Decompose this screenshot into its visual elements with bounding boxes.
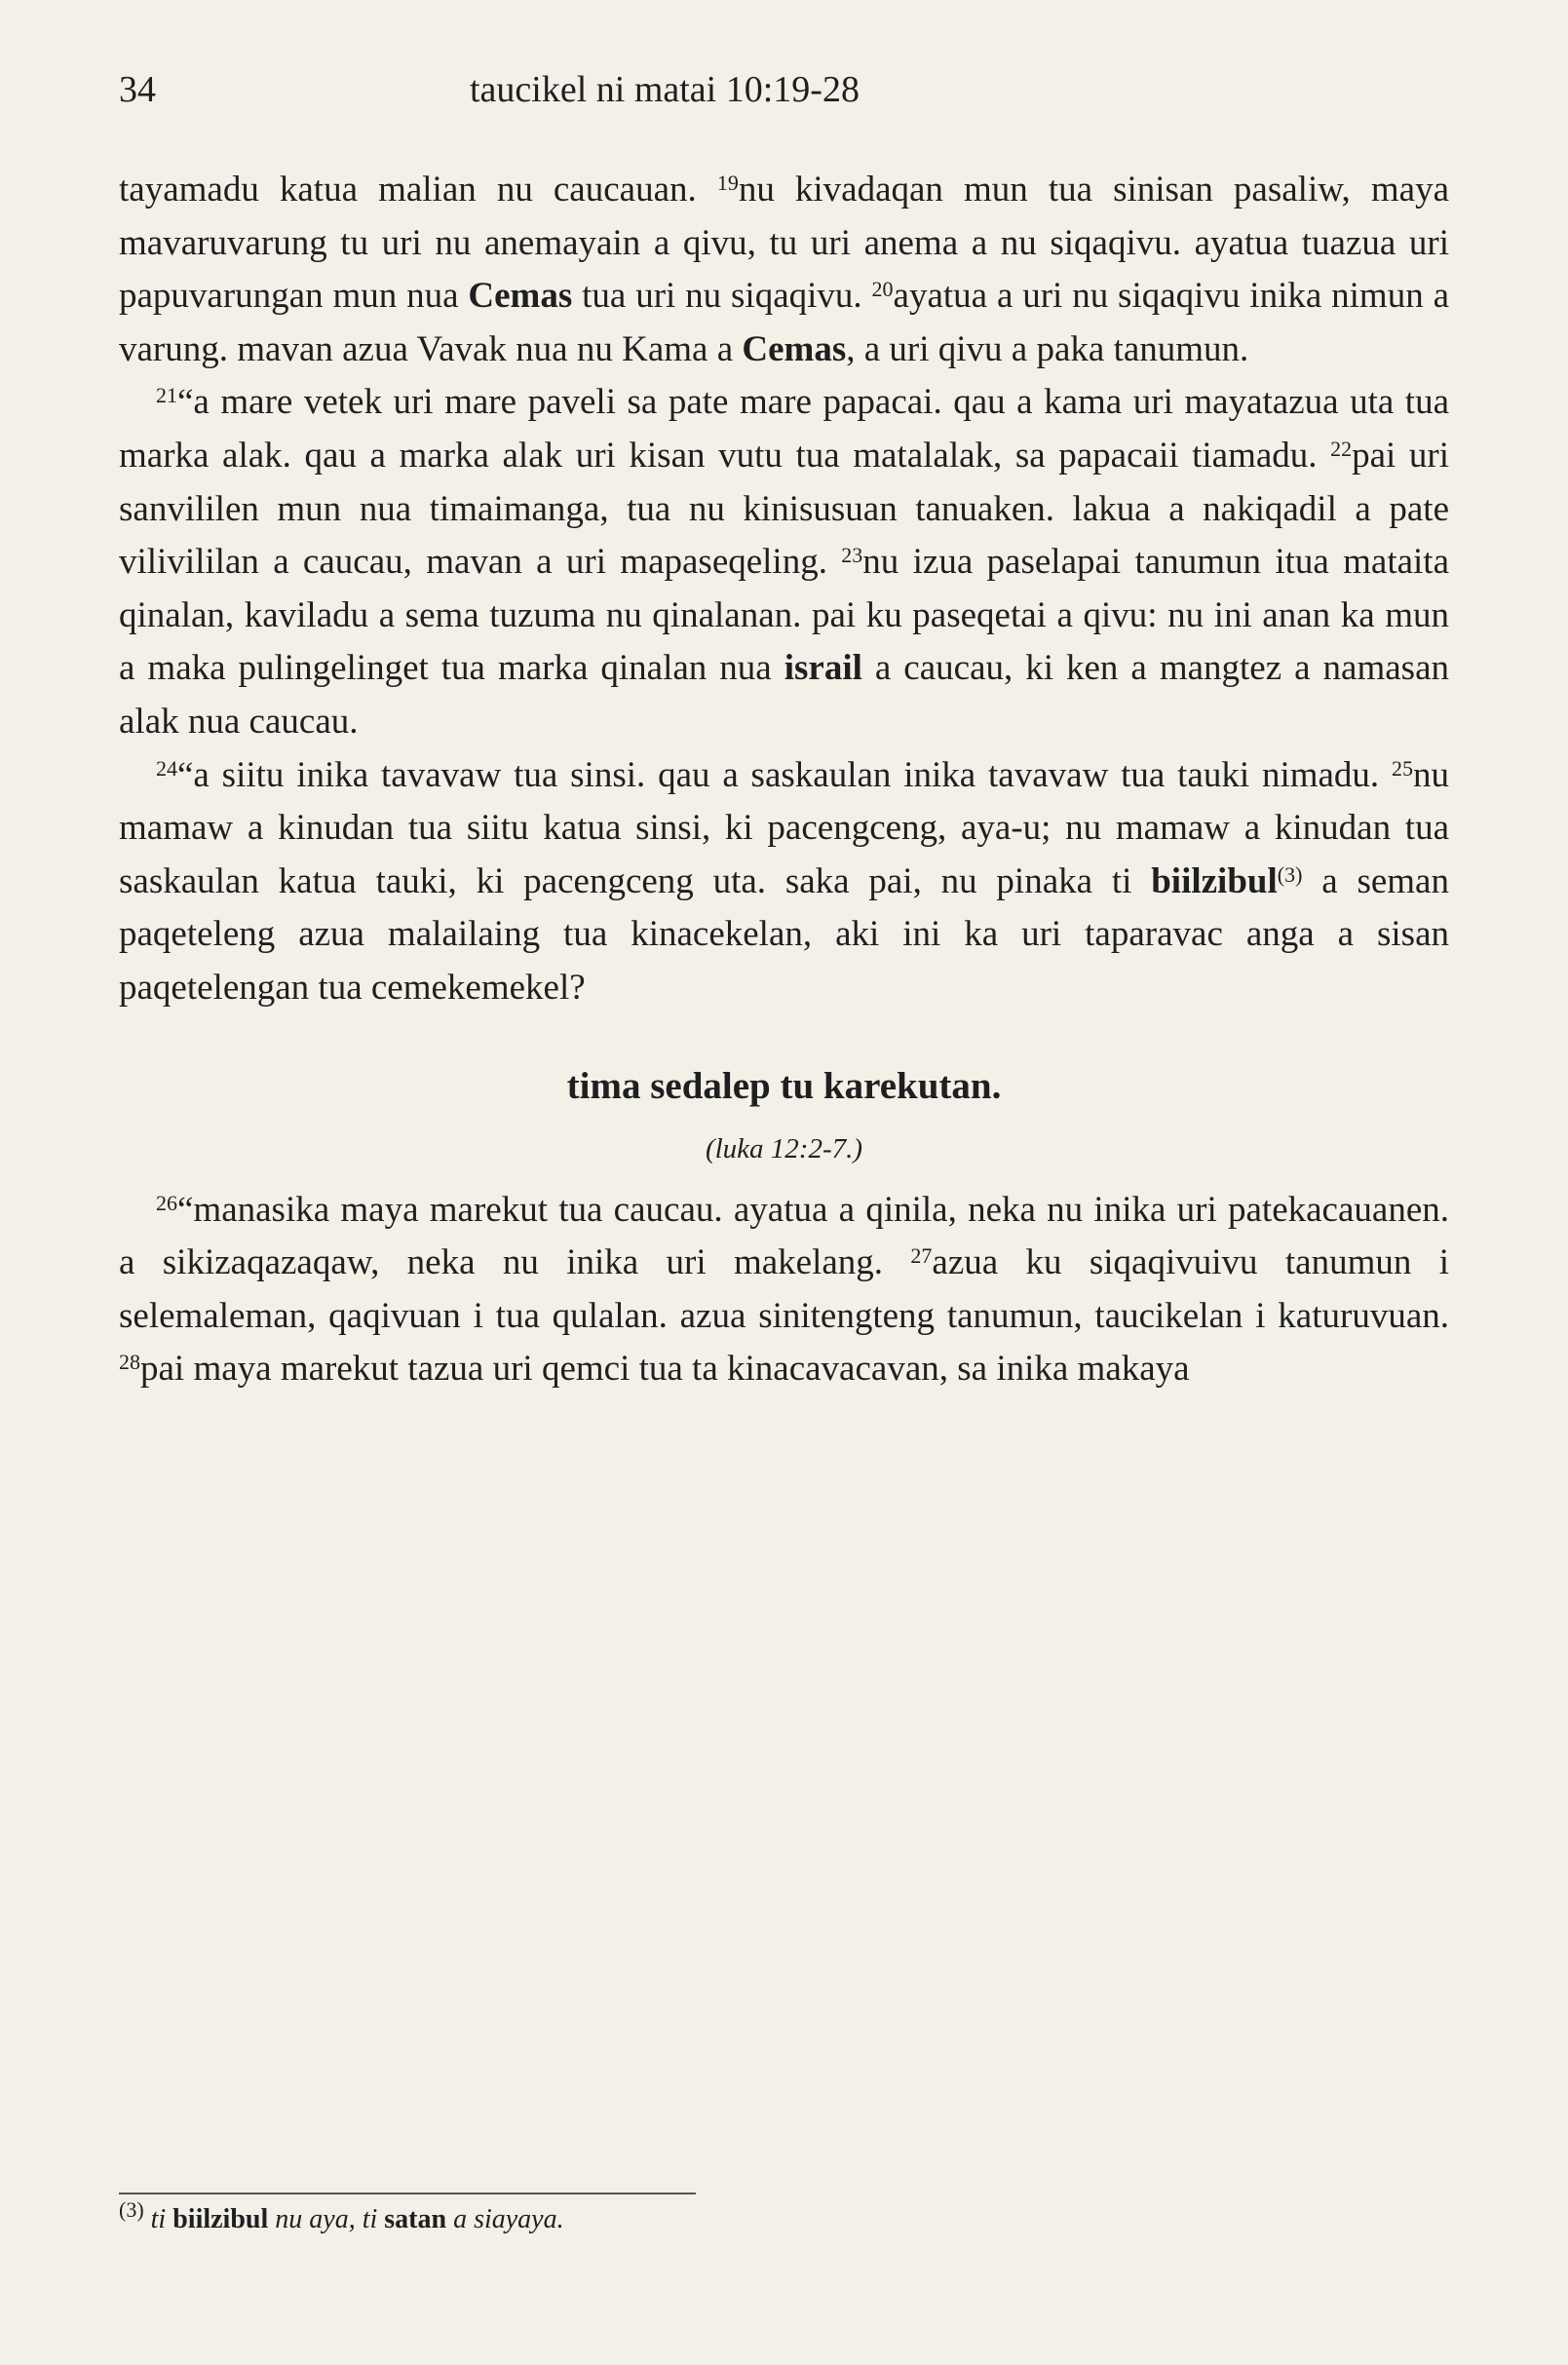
italic-text: nu aya, ti: [268, 2204, 385, 2234]
paragraph: [119, 164, 1449, 376]
footnote-ref: (3): [1277, 861, 1303, 887]
italic-text: ti: [150, 2204, 173, 2234]
footnote-marker: (3): [119, 2197, 144, 2222]
text-run: “a siitu inika tavavaw tua sinsi. qau a saskaulan inika tavavaw tua tauki nimadu.: [177, 754, 1392, 795]
verse-number: 25: [1392, 755, 1413, 781]
text-run: , a uri qivu a paka tanumun.: [846, 328, 1249, 369]
page-header: [119, 68, 1449, 117]
verse-number: 23: [841, 543, 863, 568]
text-run: pai maya marekut tazua uri qemci tua ta kinacavacavan, sa inika makaya: [140, 1349, 1190, 1390]
text-run: nu mamaw a kinudan tua siitu katua sinsi, ki pacengceng, aya-u; nu mamaw a kinudan tua saskaulan katua tauki, ki pacengceng uta. saka pai, nu pinaka ti: [119, 754, 1449, 901]
text-run: nu kivadaqan mun tua sinisan pasaliw, maya mavaruvarung tu uri nu anemayain a qivu, tu uri anema a nu siqaqivu. ayatua tuazua uri papuvarungan mun nua: [119, 170, 1449, 317]
verse-number: 20: [871, 277, 894, 302]
bold-term: biilzibul: [172, 2204, 269, 2234]
verse-number: 26: [156, 1190, 177, 1215]
text-run: ayatua a uri nu siqaqivu inika nimun a varung. mavan azua Vavak nua nu Kama a: [119, 276, 1449, 369]
text-run: “a mare vetek uri mare paveli sa pate mare papacai. qau a kama uri mayatazua uta tua marka alak. qau a marka alak uri kisan vutu tua matalalak, sa papacaii tiamadu.: [119, 382, 1449, 476]
text-run: nu izua paselapai tanumun itua mataita qinalan, kaviladu a sema tuzuma nu qinalanan. pai ku paseqetai a qivu: nu ini anan ka mun a maka pulingelinget tua marka qinalan nua: [119, 542, 1450, 689]
italic-text: a siayaya.: [446, 2204, 564, 2234]
footnote: [119, 2197, 564, 2235]
verse-number: 27: [910, 1243, 933, 1269]
text-run: tua uri nu siqaqivu.: [572, 276, 872, 317]
verse-number: 24: [156, 755, 177, 781]
bold-term: Cemas: [468, 276, 573, 317]
footnote-divider: [119, 2193, 696, 2194]
text-run: azua ku siqaqivuivu tanumun i selemaleman, qaqivuan i tua qulalan. azua sinitengteng tanumun, taucikelan i katuruvuan.: [119, 1242, 1449, 1336]
text-run: a seman paqeteleng azua malailaing tua kinacekelan, aki ini ka uri taparavac anga a sisan paqetelengan tua cemekemekel?: [119, 860, 1449, 1008]
paragraph: [119, 1184, 1449, 1396]
verse-number: 21: [156, 383, 177, 408]
section-title: tima sedalep tu karekutan.: [566, 1064, 1002, 1107]
text-run: a caucau, ki ken a mangtez a namasan alak nua caucau.: [119, 648, 1450, 742]
verse-number: 28: [119, 1350, 140, 1375]
footnote-text: [151, 2204, 564, 2234]
page-body: [119, 164, 1449, 1396]
verse-number: 22: [1330, 436, 1353, 461]
paragraph: [119, 376, 1449, 748]
bold-term: israil: [784, 648, 862, 689]
bold-term: satan: [384, 2204, 447, 2234]
page-number: 34: [119, 69, 156, 110]
verse-number: 19: [716, 171, 739, 195]
text-run: tayamadu katua malian nu caucauan.: [119, 170, 717, 210]
bold-term: Cemas: [742, 328, 847, 369]
text-run: pai uri sanvililen mun nua timaimanga, tua nu kinisusuan tanuaken. lakua a nakiqadil a pate vilivililan a caucau, mavan a uri mapaseqeling.: [119, 435, 1449, 583]
paragraph: [119, 749, 1449, 1015]
bold-term: biilzibul: [1151, 860, 1278, 901]
text-run: “manasika maya marekut tua caucau. ayatua a qinila, neka nu inika uri patekacauanen. a sikizaqazaqaw, neka nu inika uri makelang.: [119, 1189, 1449, 1283]
section-reference: (luka 12:2-7.): [705, 1133, 863, 1165]
running-title: taucikel ni matai 10:19-28: [470, 69, 860, 110]
